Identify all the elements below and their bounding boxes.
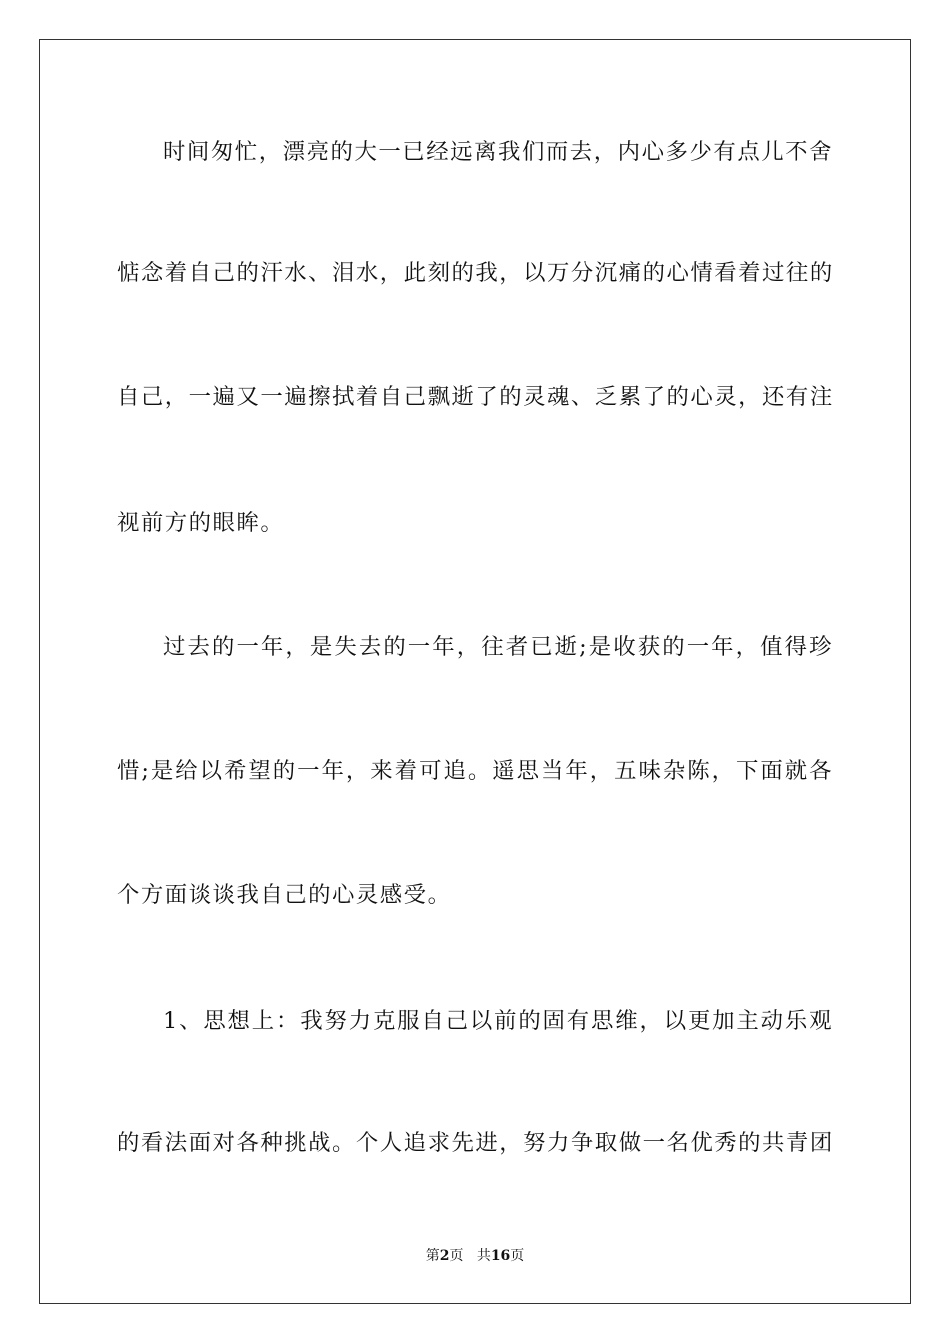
total-suffix: 页 xyxy=(510,1248,525,1264)
page-number: 2 xyxy=(439,1248,450,1264)
total-prefix: 共 xyxy=(476,1248,491,1264)
paragraph-3-line-2: 的看法面对各种挑战。个人追求先进，努力争取做一名优秀的共青团 xyxy=(117,1130,834,1156)
total-pages: 16 xyxy=(490,1248,511,1264)
paragraph-1-line-3: 自己，一遍又一遍擦拭着自己飘逝了的灵魂、乏累了的心灵，还有注 xyxy=(117,384,834,410)
paragraph-1-line-2: 惦念着自己的汗水、泪水，此刻的我，以万分沉痛的心情看着过往的 xyxy=(117,260,834,286)
paragraph-2-line-1: 过去的一年，是失去的一年，往者已逝;是收获的一年，值得珍 xyxy=(163,634,833,660)
paragraph-1-line-4: 视前方的眼眸。 xyxy=(117,510,285,536)
paragraph-2-line-2: 惜;是给以希望的一年，来着可追。遥思当年，五味杂陈，下面就各 xyxy=(117,758,833,784)
page-suffix: 页 xyxy=(449,1248,464,1264)
paragraph-2-line-3: 个方面谈谈我自己的心灵感受。 xyxy=(117,882,452,908)
page-border xyxy=(39,39,911,1304)
page-footer xyxy=(0,1247,950,1265)
page-prefix: 第 xyxy=(425,1248,440,1264)
paragraph-3-line-1: 1、思想上：我努力克服自己以前的固有思维，以更加主动乐观 xyxy=(163,1008,833,1034)
paragraph-1-line-1: 时间匆忙，漂亮的大一已经远离我们而去，内心多少有点儿不舍 xyxy=(163,139,833,165)
